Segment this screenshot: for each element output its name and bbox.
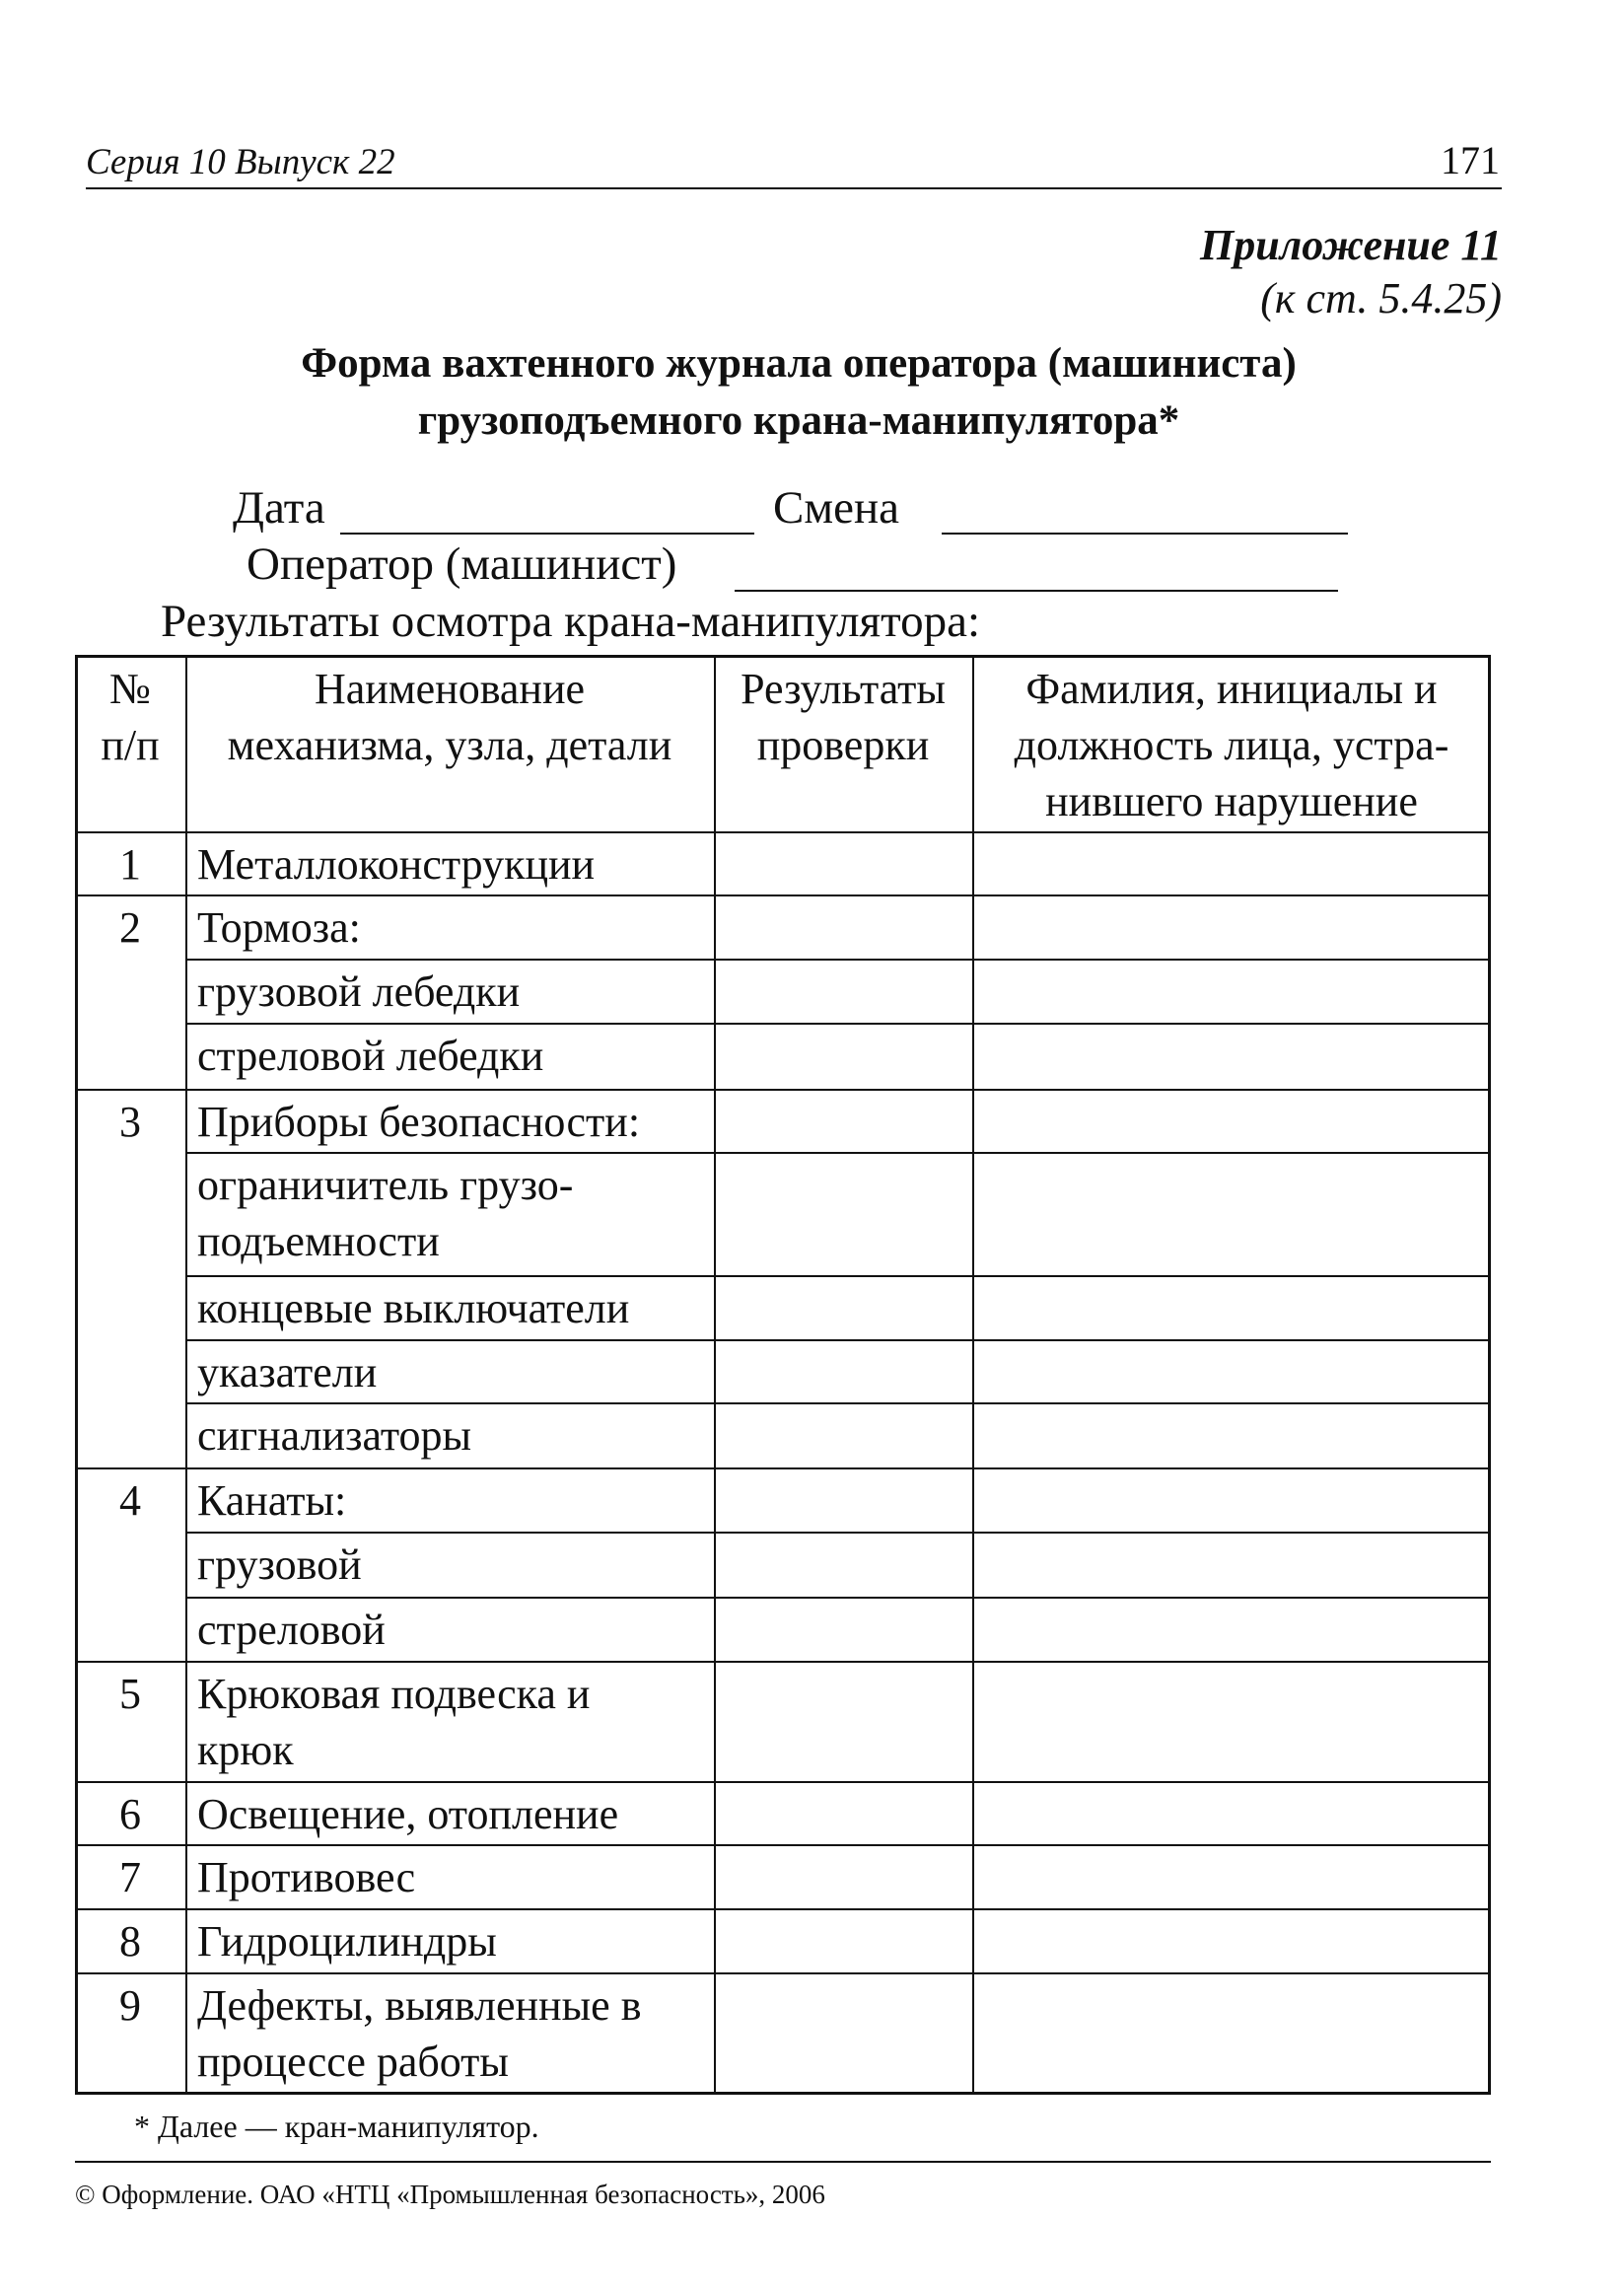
row-name: Канаты: [197,1476,347,1525]
row-name: грузовой лебедки [197,967,521,1016]
row-number: 8 [119,1917,141,1966]
row-number: 5 [119,1670,141,1718]
row-name-line-1: Дефекты, выявленные в [197,1981,642,2030]
title-line-2: грузоподъемного крана-манипулятора* [417,397,1180,444]
date-blank[interactable] [340,533,754,535]
header-name-line-1: Наименование [314,665,586,713]
row-name [197,1977,710,2090]
row-number: 6 [119,1790,141,1838]
row-number: 1 [119,840,141,889]
appendix-reference: (к ст. 5.4.25) [1260,274,1502,322]
appendix-title: Приложение 11 [1199,221,1502,269]
shift-label: Смена [773,482,899,534]
row-name-line-2: процессе работы [197,2038,509,2086]
column-divider [972,655,974,2095]
row-name: сигнализаторы [197,1411,472,1460]
header-person-line-3: нившего нарушение [1045,777,1418,825]
header-number-line-1: № [109,665,151,713]
row-divider [75,1908,1491,1910]
header-result [714,661,972,773]
inspection-results-label: Результаты осмотра крана-манипулятора: [161,596,981,647]
header-person [972,661,1491,829]
subrow-divider [185,959,1491,961]
header-result-line-1: Результаты [741,665,946,713]
footnote: * Далее — кран-манипулятор. [134,2109,539,2144]
row-divider [75,1467,1491,1469]
shift-blank[interactable] [942,533,1348,535]
header-number-line-2: п/п [101,721,160,769]
row-name [197,1157,710,1269]
row-divider [75,1661,1491,1663]
row-name-line-1: Крюковая подвеска и [197,1670,591,1718]
row-name: Приборы безопасности: [197,1098,641,1146]
row-number: 4 [119,1476,141,1525]
row-name: Металлоконструкции [197,840,596,889]
column-divider [714,655,716,2095]
copyright-notice: © Оформление. ОАО «НТЦ «Промышленная безопасность», 2006 [75,2180,825,2209]
header-name-line-2: механизма, узла, детали [227,721,672,769]
row-name: указатели [197,1348,378,1396]
row-divider [75,831,1491,833]
subrow-divider [185,1402,1491,1404]
date-label: Дата [233,482,325,534]
subrow-divider [185,1152,1491,1154]
row-divider [75,1844,1491,1846]
row-name: Гидроцилиндры [197,1917,497,1966]
row-number: 9 [119,1981,141,2030]
row-name: Освещение, отопление [197,1790,619,1838]
row-name-line-2: крюк [197,1726,294,1774]
row-name-line-1: ограничитель грузо- [197,1161,574,1209]
row-name: стреловой лебедки [197,1032,544,1080]
row-name: Тормоза: [197,903,361,952]
operator-label: Оператор (машинист) [247,538,677,590]
row-name: стреловой [197,1606,386,1654]
subrow-divider [185,1532,1491,1534]
subrow-divider [185,1023,1491,1025]
row-name: грузовой [197,1540,362,1589]
row-divider [75,1089,1491,1091]
series-label: Серия 10 Выпуск 22 [86,142,395,182]
row-divider [75,1781,1491,1783]
row-number: 2 [119,903,141,952]
document-title [118,335,1479,450]
subrow-divider [185,1275,1491,1277]
subrow-divider [185,1597,1491,1599]
header-name [185,661,714,773]
subrow-divider [185,1339,1491,1341]
column-divider [185,655,187,2095]
header-person-line-2: должность лица, устра- [1014,721,1449,769]
header-result-line-2: проверки [756,721,930,769]
title-line-1: Форма вахтенного журнала оператора (машиниста) [301,340,1297,387]
row-divider [75,1972,1491,1974]
page-number: 171 [1441,138,1500,182]
row-number: 7 [119,1853,141,1901]
running-header [86,136,1502,189]
row-divider [75,894,1491,896]
header-number [75,661,185,773]
inspection-table [75,655,1491,2095]
footer-divider [75,2161,1491,2163]
row-name: концевые выключатели [197,1284,630,1332]
operator-blank[interactable] [735,590,1338,592]
row-name: Противовес [197,1853,416,1901]
row-name [197,1666,710,1778]
row-number: 3 [119,1098,141,1146]
appendix-label [1200,219,1502,325]
header-person-line-1: Фамилия, инициалы и [1025,665,1438,713]
row-name-line-2: подъемности [197,1217,440,1265]
